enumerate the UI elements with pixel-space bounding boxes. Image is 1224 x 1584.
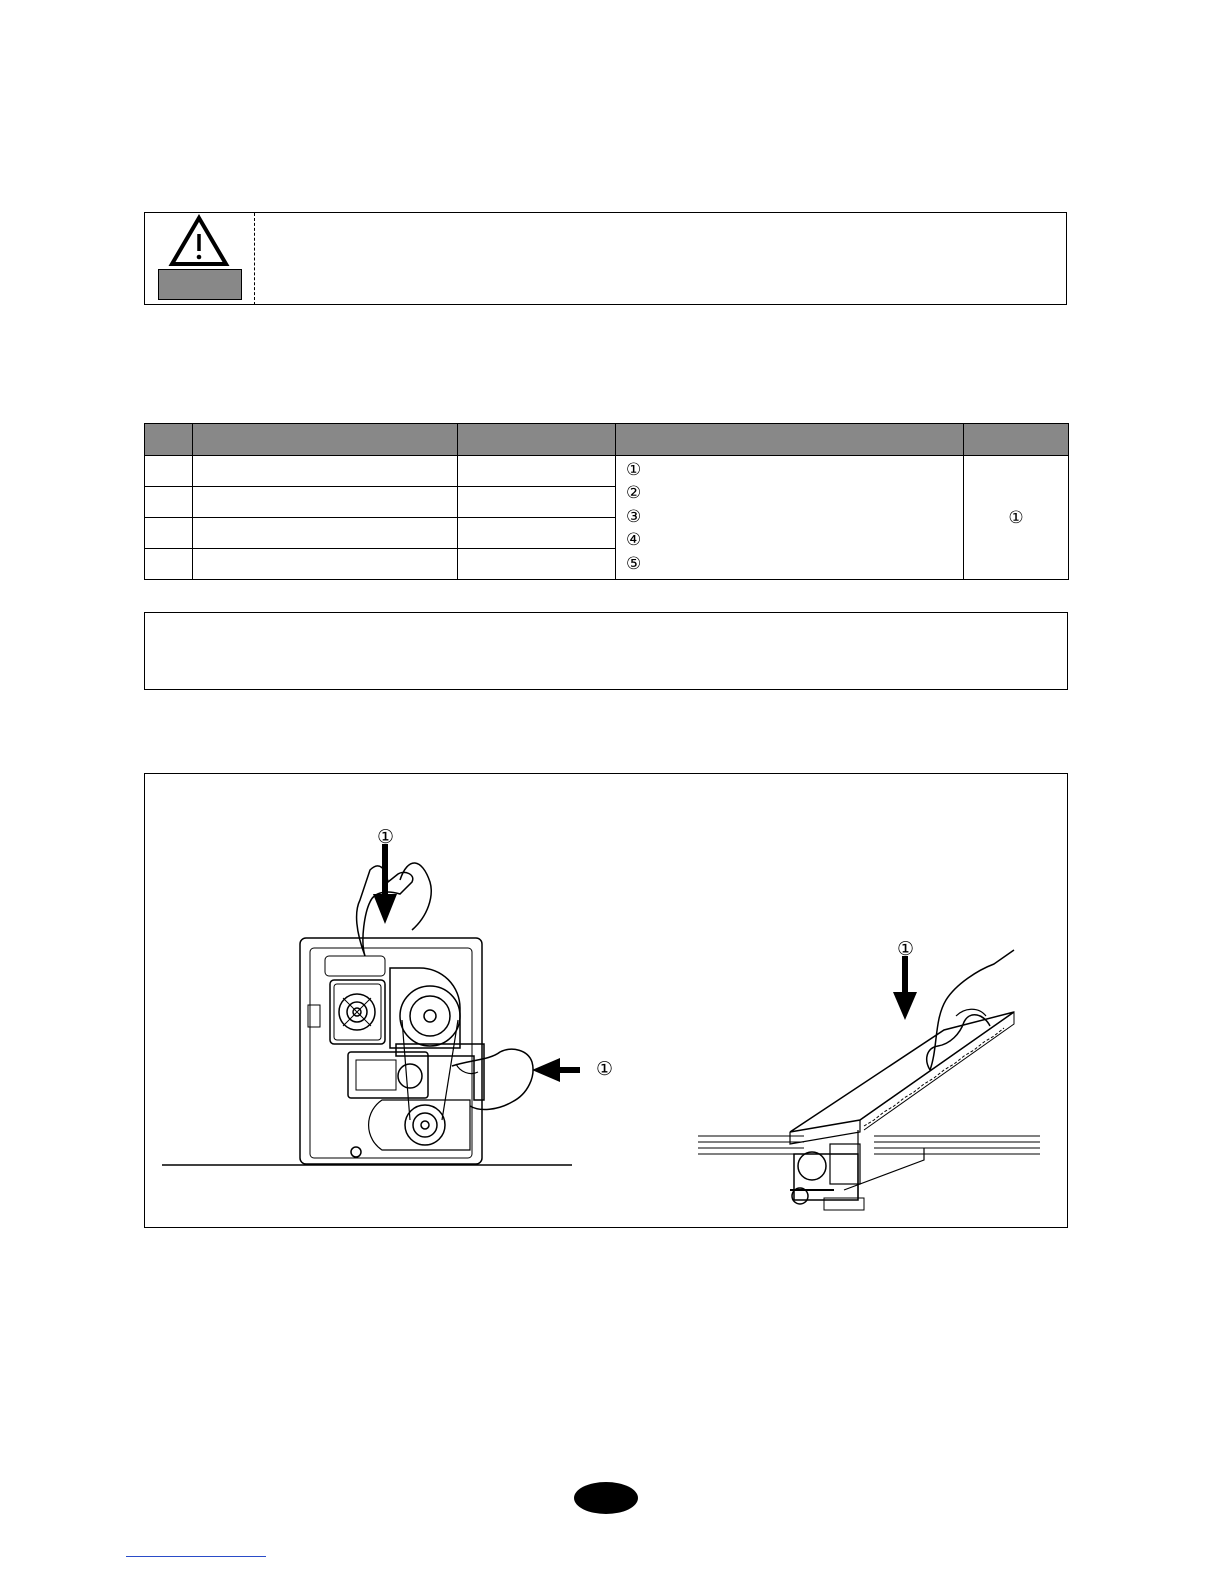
- parts-table: [144, 423, 1069, 580]
- step-marker: ⑤: [626, 553, 642, 574]
- cell-no: [145, 456, 193, 487]
- steps-cell: [616, 456, 964, 580]
- table-row: [145, 456, 1069, 487]
- callout-marker: ①: [897, 938, 915, 960]
- header-ref: [964, 424, 1069, 456]
- header-steps: [616, 424, 964, 456]
- cell-name: [193, 549, 458, 580]
- callout-marker: ①: [377, 826, 395, 848]
- cell-no: [145, 487, 193, 518]
- step-marker: ④: [626, 530, 642, 551]
- rail-carriage-illustration: [694, 930, 1046, 1220]
- cell-name: [193, 518, 458, 549]
- step-marker: ③: [626, 506, 642, 527]
- note-box: [144, 612, 1068, 690]
- cell-qty: [458, 518, 616, 549]
- warning-triangle-icon: [168, 214, 230, 268]
- caution-label: [158, 269, 242, 300]
- cell-qty: [458, 456, 616, 487]
- step-marker: ①: [626, 459, 642, 480]
- page-number-badge: [574, 1482, 638, 1514]
- table-header-row: [145, 424, 1069, 456]
- callout-marker: ①: [596, 1058, 614, 1080]
- cell-qty: [458, 549, 616, 580]
- caution-box: [144, 212, 1067, 305]
- opener-unit-illustration: [160, 820, 620, 1170]
- step-marker: ②: [626, 483, 642, 504]
- step-ref-cell: ①: [964, 456, 1069, 580]
- header-no: [145, 424, 193, 456]
- note-text: [145, 613, 1067, 641]
- caution-divider: [254, 213, 255, 305]
- cell-no: [145, 549, 193, 580]
- cell-no: [145, 518, 193, 549]
- cell-qty: [458, 487, 616, 518]
- header-name: [193, 424, 458, 456]
- cell-name: [193, 487, 458, 518]
- footer-link-underline[interactable]: [126, 1556, 266, 1557]
- cell-name: [193, 456, 458, 487]
- header-qty: [458, 424, 616, 456]
